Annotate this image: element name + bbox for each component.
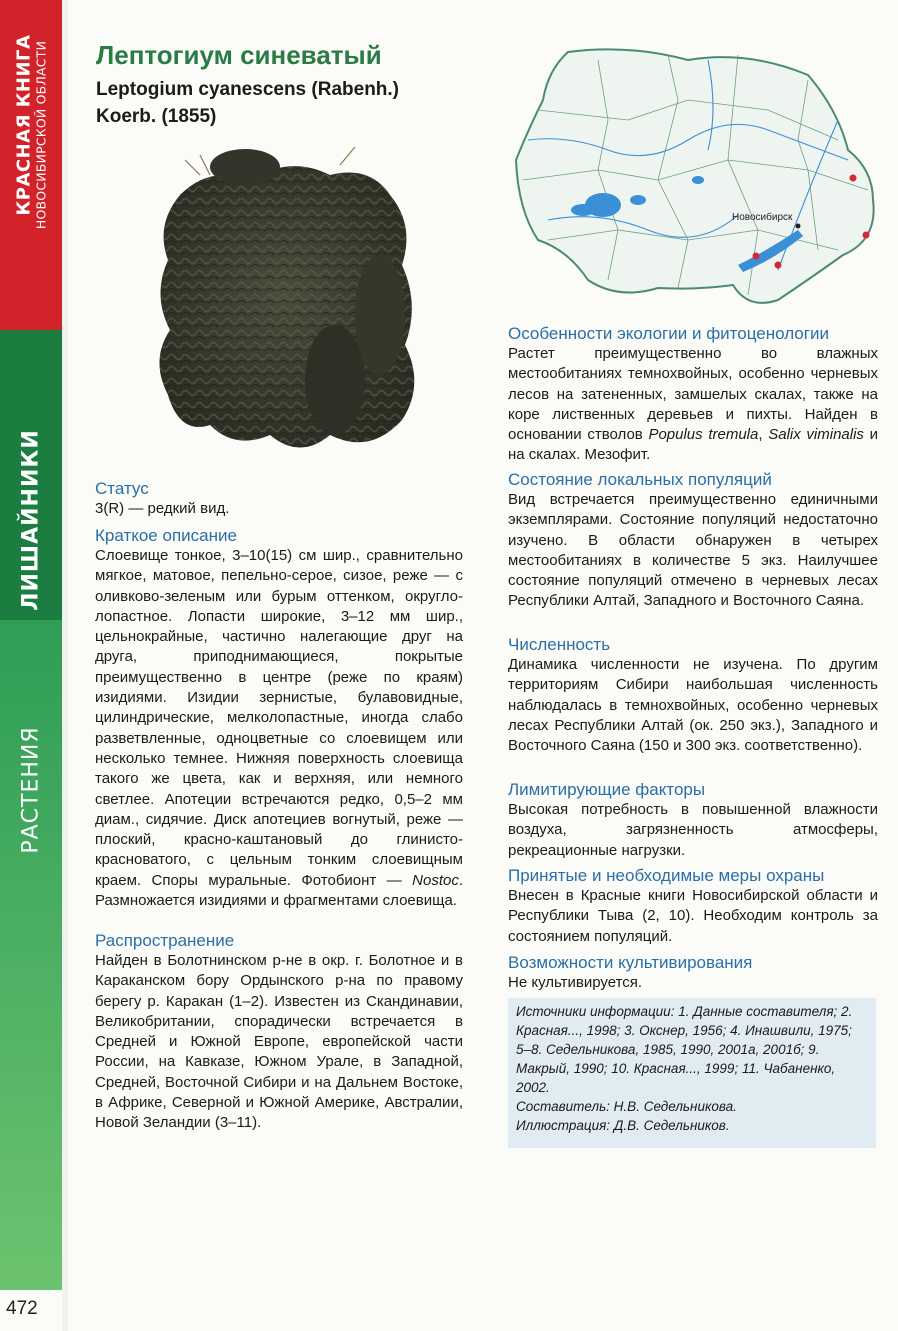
species-name-ru: Лептогиум синеватый [96, 40, 382, 70]
ecology-heading: Особенности экологии и фитоценологии [508, 324, 829, 343]
status-section [95, 478, 463, 519]
find-point [775, 262, 782, 269]
cultivation-text: Не культивируется. [508, 974, 643, 991]
populations-heading: Состояние локальных популяций [508, 470, 772, 489]
ecology-section [508, 323, 878, 466]
abundance-heading: Численность [508, 635, 611, 654]
protection-section [508, 865, 878, 947]
description-section [95, 525, 463, 911]
protection-text: Внесен в Красные книги Новосибирской области и Республики Тыва (2, 10). Необходим контроль за состоянием популяций. [508, 887, 878, 945]
sources-box [508, 998, 876, 1148]
abundance-text: Динамика численности не изучена. По другим территориям Сибири наибольшая численность наблюдалась в темнохвойных, особенно черневых лесах Республики Алтай (ок. 250 экз.), Западного и Восточного Саяна (150 и 300 экз. соответственно). [508, 656, 878, 755]
description-heading: Краткое описание [95, 526, 237, 545]
lichen-photo [140, 135, 440, 470]
section-label: ЛИШАЙНИКИ [18, 429, 44, 611]
limiting-text: Высокая потребность в повышенной влажности воздуха, загрязненность атмосферы, рекреационные нагрузки. [508, 801, 878, 859]
populations-section [508, 469, 878, 612]
city-marker [796, 224, 801, 229]
protection-heading: Принятые и необходимые меры охраны [508, 866, 825, 885]
distribution-section [95, 930, 463, 1134]
distribution-heading: Распространение [95, 931, 235, 950]
book-title: КРАСНАЯ КНИГА [13, 34, 35, 216]
margin-strip [62, 0, 68, 1331]
cultivation-section [508, 952, 878, 993]
find-point [850, 175, 857, 182]
species-name-latin: Leptogium cyanescens (Rabenh.) Koerb. (1855) [96, 79, 400, 127]
status-heading: Статус [95, 479, 149, 498]
cultivation-heading: Возможности культивирования [508, 953, 753, 972]
city-label: Новосибирск [732, 212, 793, 223]
book-region: НОВОСИБИРСКОЙ ОБЛАСТИ [33, 40, 49, 230]
find-point [753, 253, 760, 260]
ecology-text: Растет преимущественно во влажных местообитаниях темнохвойных, особенно черневых лесов на затененных, замшелых скалах, также на коре лиственных деревьев и пихты. Найден в основании стволов Populus tremula, Salix viminalis и на скалах. Мезофит. [508, 345, 878, 464]
find-point [863, 232, 870, 239]
populations-text: Вид встречается преимущественно единичными экземплярами. Состояние популяций недостаточно изучено. В области обнаружен в четырех местообитаниях в количестве 5 экз. Наилучшее состояние популяций отмечено в черневых лесах Республики Алтай, Западного и Восточного Саяна. [508, 491, 878, 610]
author-line: Составитель: Н.В. Седельникова. [516, 1099, 737, 1114]
region-outline [516, 49, 874, 303]
kingdom-label: РАСТЕНИЯ [18, 726, 44, 854]
distribution-text: Найден в Болотнинском р-не в окр. г. Болотное и в Караканском бору Ордынского р-на по правому берегу р. Каракан (1–2). Известен из Скандинавии, Великобритании, спорадически встречается в Средней и Южной Европе, европейской части России, на Кавказе, Южном Урале, в Западной, Средней, Восточной Сибири и на Дальнем Востоке, в Африке, Северной и Южной Америке, Австралии, Новой Зеландии (3–11). [95, 952, 463, 1132]
abundance-section [508, 634, 878, 756]
range-map [508, 40, 880, 320]
description-text: Слоевище тонкое, 3–10(15) см шир., сравнительно мягкое, матовое, пепельно-серое, сизое, реже — с оливково-зеленым или бурым оттенком, округло-лопастное. Лопасти широкие, 3–12 мм шир., цельнокрайные, частично налегающие друг на друга, приподнимающиеся, покрытые преимущественно в центре (реже по краям) изидиями. Изидии зернистые, булавовидные, цилиндрические, мелколопастные, иногда слабо разветвленные, одноцветные со слоевищем или несколько темнее. Нижняя поверхность слоевища такого же цвета, как и верхняя, или немного светлее. Апотеции встречаются редко, 0,5–2 мм диам., сидячие. Диск апотециев вогнутый, реже — плоский, красно-каштановый до глинисто-красноватого, с цельным тонким слоевищным краем. Споры муральные. Фотобионт — Nostoc. Размножается изидиями и фрагментами слоевища. [95, 547, 463, 910]
status-text: 3(R) — редкий вид. [95, 500, 230, 517]
illustrator-line: Иллюстрация: Д.В. Седельников. [516, 1118, 730, 1133]
sources-text: Источники информации: 1. Данные составителя; 2. Красная..., 1998; 3. Окснер, 1956; 4. Инашвили, 1975; 5–8. Седельникова, 1985, 1990, 2001а, 2001б; 9. Макрый, 1990; 10. Красная..., 1999; 11. Чабаненко, 2002. [516, 1004, 853, 1095]
side-band [0, 0, 62, 1290]
lichen-thallus [159, 147, 414, 448]
page-number: 472 [6, 1298, 38, 1319]
limiting-heading: Лимитирующие факторы [508, 780, 706, 799]
limiting-section [508, 779, 878, 861]
